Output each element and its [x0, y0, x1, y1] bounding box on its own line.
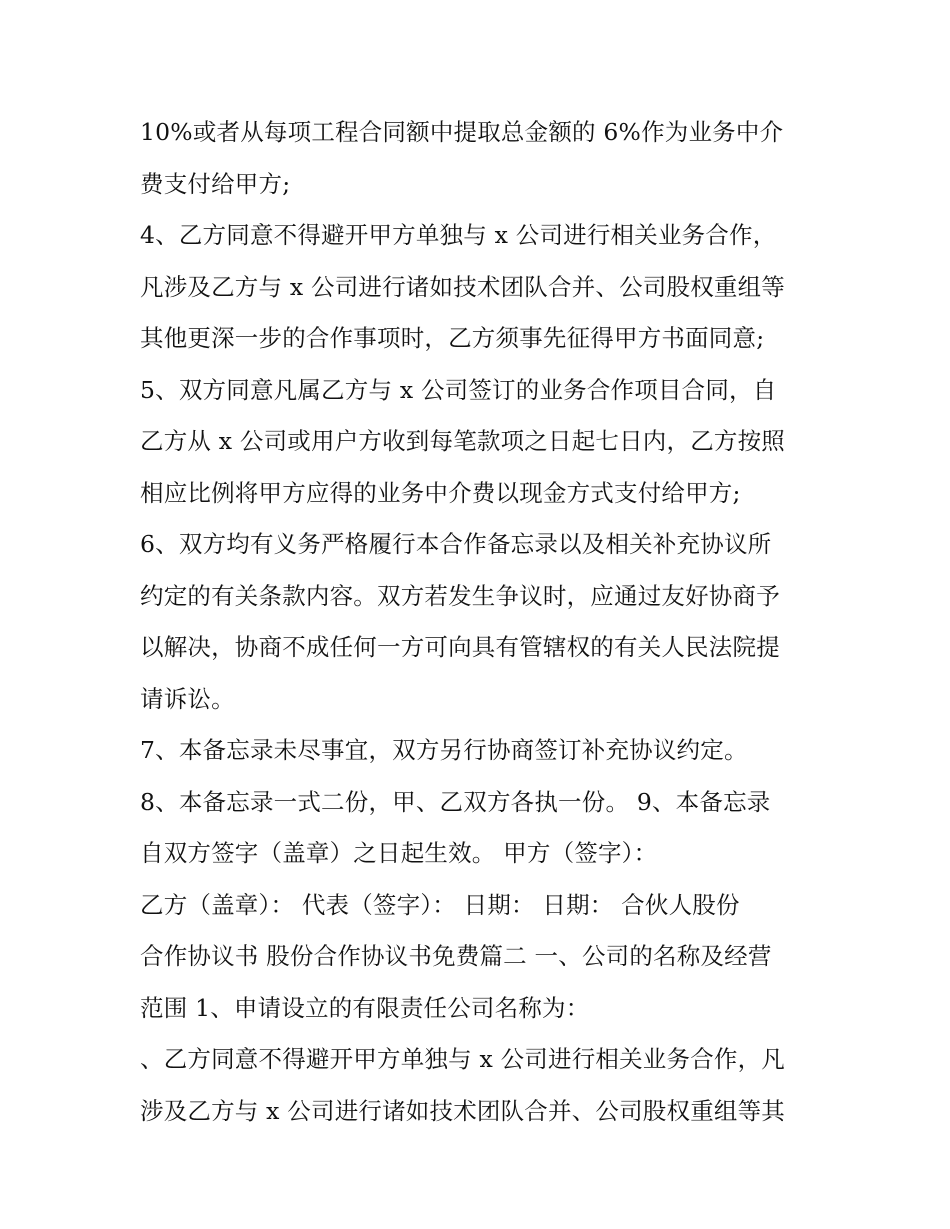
- text-line: 10%或者从每项工程合同额中提取总金额的 6%作为业务中介: [140, 118, 784, 146]
- text-line: 7、本备忘录未尽事宜，双方另行协商签订补充协议约定。: [140, 736, 748, 764]
- text-line: 乙方（盖章）： 代表（签字）： 日期： 日期： 合伙人股份: [140, 890, 740, 919]
- text-line: 相应比例将甲方应得的业务中介费以现金方式支付给甲方;: [140, 478, 741, 507]
- text-line: 、乙方同意不得避开甲方单独与 x 公司进行相关业务合作，凡: [140, 1045, 785, 1073]
- text-line: 以解决，协商不成任何一方可向具有管辖权的有关人民法院提: [140, 633, 780, 661]
- text-line: 8、本备忘录一式二份，甲、乙双方各执一份。 9、本备忘录: [140, 787, 771, 816]
- text-line: 涉及乙方与 x 公司进行诸如技术团队合并、公司股权重组等其: [140, 1096, 785, 1125]
- text-line: 请诉讼。: [140, 684, 235, 713]
- text-line: 自双方签字（盖章）之日起生效。 甲方（签字）：: [140, 839, 658, 867]
- text-line: 范围 1、申请设立的有限责任公司名称为：: [140, 993, 590, 1022]
- text-line: 合作协议书 股份合作协议书免费篇二 一、公司的名称及经营: [140, 942, 772, 970]
- text-line: 凡涉及乙方与 x 公司进行诸如技术团队合并、公司股权重组等: [140, 272, 785, 301]
- text-line: 4、乙方同意不得避开甲方单独与 x 公司进行相关业务合作，: [140, 221, 777, 249]
- text-line: 约定的有关条款内容。双方若发生争议时，应通过友好协商予: [140, 581, 780, 610]
- text-line: 6、双方均有义务严格履行本合作备忘录以及相关补充协议所: [140, 530, 772, 558]
- document-body: [140, 107, 820, 1137]
- text-line: 其他更深一步的合作事项时，乙方须事先征得甲方书面同意;: [140, 324, 765, 352]
- text-line: 5、双方同意凡属乙方与 x 公司签订的业务合作项目合同，自: [140, 375, 777, 404]
- text-line: 乙方从 x 公司或用户方收到每笔款项之日起七日内，乙方按照: [140, 427, 785, 455]
- text-line: 费支付给甲方;: [140, 169, 291, 198]
